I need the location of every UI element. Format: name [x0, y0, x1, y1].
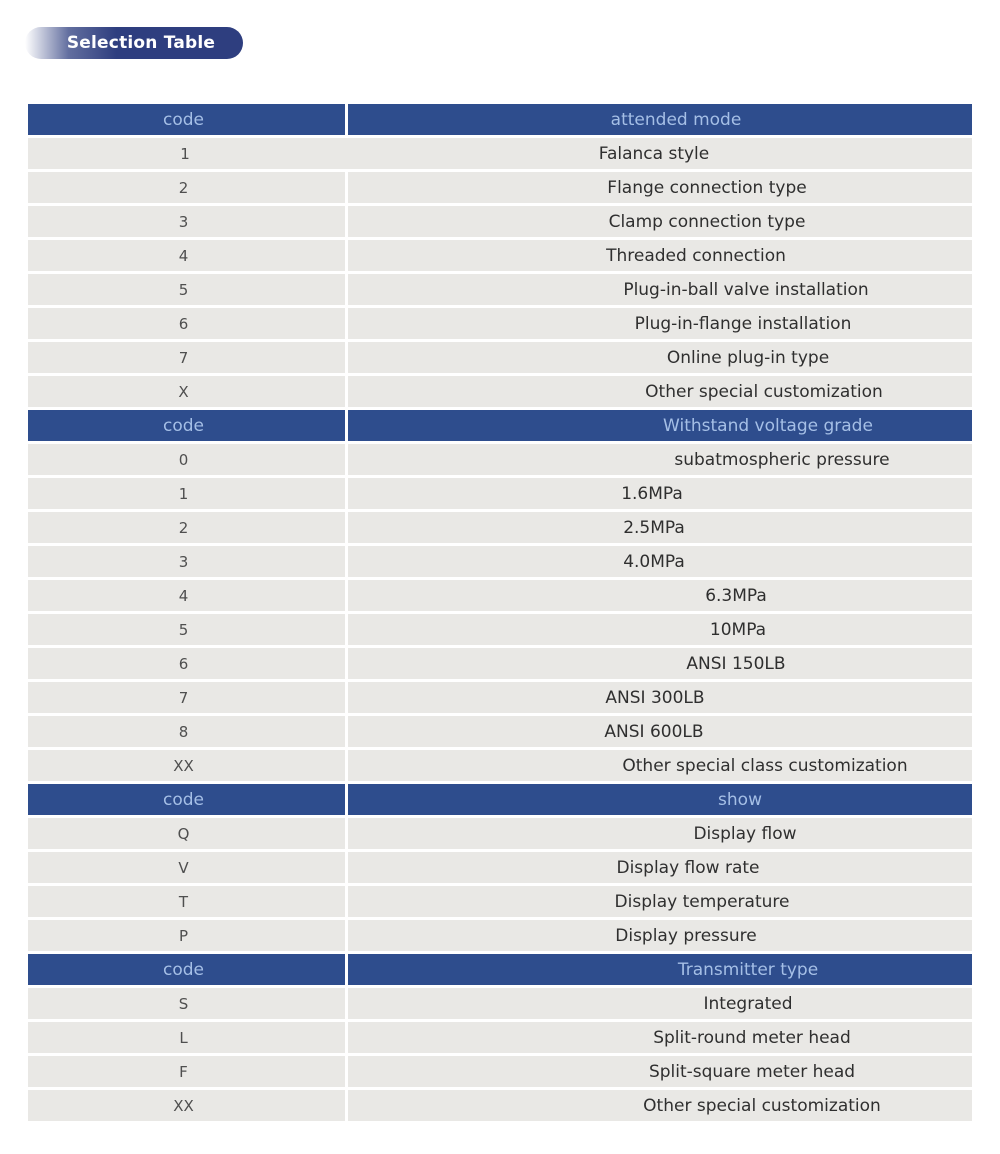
table-row	[28, 818, 972, 849]
code-text: 1	[180, 144, 190, 163]
code-cell	[28, 240, 345, 271]
value-cell	[348, 614, 972, 645]
value-cell	[348, 886, 972, 917]
table-row	[28, 274, 972, 305]
code-cell	[28, 716, 345, 747]
code-cell	[28, 580, 345, 611]
table-row	[28, 1056, 972, 1087]
value-cell	[348, 580, 972, 611]
header-title-text: attended mode	[610, 109, 742, 130]
value-cell	[348, 274, 972, 305]
code-text: X	[178, 382, 189, 401]
table-row	[28, 376, 972, 407]
code-cell	[28, 1090, 345, 1121]
value-text: ANSI 300LB	[605, 687, 705, 708]
value-text: Plug-in-ball valve installation	[623, 279, 869, 300]
table-row	[28, 512, 972, 543]
table-row	[28, 240, 972, 271]
code-cell	[28, 512, 345, 543]
value-text: Flange connection type	[607, 177, 807, 198]
code-text: 7	[178, 688, 189, 707]
value-cell	[348, 716, 972, 747]
value-cell	[348, 648, 972, 679]
value-cell	[348, 1022, 972, 1053]
value-text: Other special class customization	[622, 755, 908, 776]
value-text: Plug-in-flange installation	[634, 313, 852, 334]
value-text: Display pressure	[615, 925, 757, 946]
code-text: L	[179, 1028, 188, 1047]
value-cell	[348, 342, 972, 373]
table-row	[28, 716, 972, 747]
code-text: 3	[178, 212, 189, 231]
value-cell	[348, 920, 972, 951]
code-text: F	[179, 1062, 188, 1081]
table-row	[28, 614, 972, 645]
header-code-text: code	[163, 415, 204, 436]
code-cell	[28, 818, 345, 849]
table-row	[28, 342, 972, 373]
code-text: V	[178, 858, 189, 877]
code-text: 2	[178, 178, 189, 197]
value-text: Split-round meter head	[653, 1027, 851, 1048]
value-text: Integrated	[703, 993, 793, 1014]
value-cell	[348, 818, 972, 849]
code-text: T	[178, 892, 189, 911]
selection-table	[28, 104, 972, 1124]
value-text: 4.0MPa	[623, 551, 685, 572]
value-text: 6.3MPa	[705, 585, 767, 606]
code-cell	[28, 920, 345, 951]
code-cell	[28, 376, 345, 407]
value-cell	[348, 750, 972, 781]
table-row	[28, 852, 972, 883]
code-text: 7	[178, 348, 189, 367]
code-text: 5	[178, 620, 189, 639]
value-cell	[348, 1090, 972, 1121]
code-text: 8	[178, 722, 189, 741]
code-text: 2	[178, 518, 189, 537]
code-cell	[28, 886, 345, 917]
code-cell	[28, 546, 345, 577]
value-text: Clamp connection type	[608, 211, 806, 232]
table-row	[28, 138, 972, 169]
value-cell	[348, 138, 972, 169]
value-text: 1.6MPa	[621, 483, 683, 504]
code-cell	[28, 206, 345, 237]
code-text: 6	[178, 314, 189, 333]
value-cell	[348, 206, 972, 237]
code-text: 3	[178, 552, 189, 571]
code-cell	[28, 648, 345, 679]
section-header-transmitter-type	[28, 954, 972, 985]
value-cell	[348, 172, 972, 203]
value-text: Threaded connection	[606, 245, 786, 266]
code-text: 0	[178, 450, 189, 469]
code-text: 1	[178, 484, 189, 503]
value-text: Display flow rate	[616, 857, 760, 878]
value-cell	[348, 376, 972, 407]
header-title-text: Withstand voltage grade	[663, 415, 873, 436]
value-cell	[348, 988, 972, 1019]
header-code-cell	[28, 410, 345, 441]
header-title-cell	[348, 104, 972, 135]
header-title-cell	[348, 784, 972, 815]
value-cell	[348, 308, 972, 339]
header-code-cell	[28, 104, 345, 135]
value-text: ANSI 600LB	[604, 721, 704, 742]
value-cell	[348, 240, 972, 271]
table-row	[28, 308, 972, 339]
code-text: XX	[173, 756, 194, 775]
code-text: 6	[178, 654, 189, 673]
code-text: S	[178, 994, 189, 1013]
table-row	[28, 750, 972, 781]
header-title-text: show	[718, 789, 762, 810]
section-header-attended-mode	[28, 104, 972, 135]
table-row	[28, 920, 972, 951]
table-row	[28, 648, 972, 679]
code-cell	[28, 274, 345, 305]
selection-table-badge	[25, 27, 243, 59]
code-cell	[28, 614, 345, 645]
header-code-cell	[28, 954, 345, 985]
table-row	[28, 1022, 972, 1053]
value-text: Display temperature	[614, 891, 790, 912]
header-title-text: Transmitter type	[677, 959, 819, 980]
header-code-text: code	[163, 959, 204, 980]
value-text: Online plug-in type	[666, 347, 830, 368]
code-text: P	[178, 926, 189, 945]
value-text: Split-square meter head	[648, 1061, 856, 1082]
value-cell	[348, 1056, 972, 1087]
table-row	[28, 172, 972, 203]
code-cell	[28, 1022, 345, 1053]
code-cell	[28, 342, 345, 373]
table-row	[28, 546, 972, 577]
code-cell	[28, 444, 345, 475]
code-cell	[28, 852, 345, 883]
code-text: XX	[173, 1096, 194, 1115]
header-code-text: code	[163, 109, 204, 130]
value-text: ANSI 150LB	[686, 653, 786, 674]
table-row	[28, 886, 972, 917]
value-cell	[348, 682, 972, 713]
table-row	[28, 988, 972, 1019]
value-cell	[348, 546, 972, 577]
code-cell	[28, 750, 345, 781]
table-row	[28, 1090, 972, 1121]
section-header-show	[28, 784, 972, 815]
value-cell	[348, 852, 972, 883]
code-text: Q	[177, 824, 190, 843]
table-row	[28, 478, 972, 509]
header-code-cell	[28, 784, 345, 815]
value-text: Display flow	[693, 823, 797, 844]
header-title-cell	[348, 410, 972, 441]
code-cell	[28, 988, 345, 1019]
table-row	[28, 444, 972, 475]
header-title-cell	[348, 954, 972, 985]
code-cell	[28, 172, 345, 203]
value-text: 2.5MPa	[623, 517, 685, 538]
value-text: Other special customization	[643, 1095, 881, 1116]
table-row	[28, 206, 972, 237]
code-text: 4	[178, 246, 189, 265]
value-text: Falanca style	[598, 143, 710, 164]
code-cell	[28, 478, 345, 509]
value-text: subatmospheric pressure	[674, 449, 890, 470]
header-code-text: code	[163, 789, 204, 810]
code-cell	[28, 308, 345, 339]
code-cell	[28, 138, 348, 169]
value-cell	[348, 444, 972, 475]
table-row	[28, 682, 972, 713]
code-text: 4	[178, 586, 189, 605]
value-cell	[348, 478, 972, 509]
badge-label: Selection Table	[66, 33, 216, 53]
code-text: 5	[178, 280, 189, 299]
value-text: Other special customization	[645, 381, 883, 402]
table-row	[28, 580, 972, 611]
value-cell	[348, 512, 972, 543]
code-cell	[28, 682, 345, 713]
code-cell	[28, 1056, 345, 1087]
value-text: 10MPa	[709, 619, 767, 640]
section-header-withstand-voltage-grade	[28, 410, 972, 441]
